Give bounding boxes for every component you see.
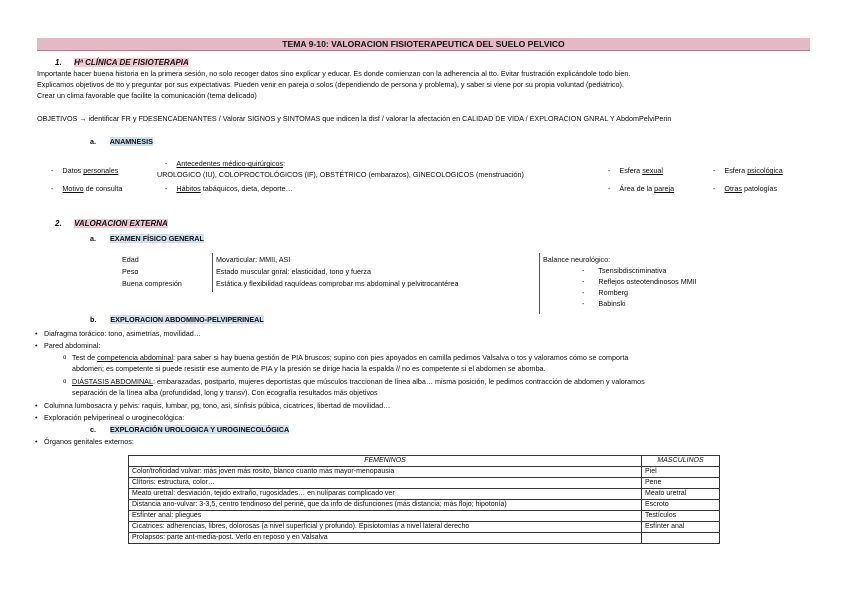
test-competencia-line-1: o Test de competencia abdominal: para saber si hay buena gestión de PIA bruscos; supino con pies apoyados en camilla pedimos Valsalva o tos y valoramos cómo se comporta xyxy=(72,353,628,363)
section-2-title: VALORACION EXTERNA xyxy=(74,219,168,228)
anamnesis-habitos: - Hábitos tabáquicos, dieta, deporte… xyxy=(165,184,293,193)
table-row xyxy=(129,522,720,533)
pared-abdominal-item: • Pared abdominal: xyxy=(44,341,100,351)
urologica-title: EXPLORACIÓN UROLOGICA Y UROGINECOLÓGICA xyxy=(110,425,290,434)
balance-heading: Balance neurológico: xyxy=(543,255,611,264)
table-row xyxy=(129,467,720,478)
section-2-number: 2. xyxy=(55,219,62,228)
diastasis-line-1: o DIÁSTASIS ABDOMINAL: embarazadas, postparto, mujeres deportistas que músculos traccionan de línea alba… misma posición, le pedimos contracción de abdomen y valoramos xyxy=(72,377,645,387)
examen-divider-2 xyxy=(539,253,540,314)
columna-item: • Columna lumbosacra y pelvis: raquis, lumbar, pg, tono, asi, sínfisis púbica, cicatrices, libertad de movilidad… xyxy=(44,401,390,411)
anamnesis-motivo-consulta: - Motivo de consulta xyxy=(51,184,123,193)
anamnesis-datos-personales: - Datos personales xyxy=(51,166,119,175)
table-row xyxy=(129,478,720,489)
table-cell-femenino: Cicatrices: adherencias, libres, dolorosas (a nivel superficial y profundo). Episiotomías a nivel lateral derecho xyxy=(129,522,642,533)
examen-label-edad: Edad xyxy=(122,255,139,264)
examen-label-compresion: Buena compresión xyxy=(122,279,182,288)
section-1-heading xyxy=(55,58,189,67)
intro-line-1: Importante hacer buena historia en la primera sesión, no solo recoger datos sino explicar y educar. Es donde comienzan con la adherencia al tto. Evitar frustración explicándole todo bien. xyxy=(37,69,631,78)
table-cell-femenino: Prolapsos: parte ant-media-post. Verlo en reposo y en Valsalva xyxy=(129,533,642,544)
anamnesis-esfera-sexual: - Esfera sexual xyxy=(608,166,663,175)
genital-table xyxy=(128,455,720,544)
table-cell-femenino: Meato uretral: desviación, tejido extraño, rugosidades… en nulíparas complicado ver xyxy=(129,489,642,500)
section-1-title: Hª CLÍNICA DE FISIOTERAPIA xyxy=(74,58,189,67)
table-cell-masculino: Escroto xyxy=(642,500,720,511)
test-competencia-line-2: abdomen; es competente si puede resistir ese aumento de PIA y la presión se dirige hacia la espalda // no es competente si el abdomen se abomba. xyxy=(72,364,546,373)
examen-mov-articular: Movarticular: MMII, ASI xyxy=(216,255,291,264)
examen-label-peso: Peso xyxy=(122,267,139,276)
exploracion-title: EXPLORACION ABDOMINO-PELVIPERINEAL xyxy=(110,315,264,324)
anamnesis-esfera-psicologica: - Esfera psicológica xyxy=(713,166,783,175)
table-cell-femenino: Color/troficidad vulvar: más joven más rosito, blanco cuanto más mayor-menopausia xyxy=(129,467,642,478)
table-header-masculinos: MASCULINOS xyxy=(642,456,720,467)
urologica-heading xyxy=(90,425,289,434)
balance-item-4: - Babinski xyxy=(582,299,626,308)
examen-estado-muscular: Estado muscular gnral: elasticidad, tono y fuerza xyxy=(216,267,372,276)
anamnesis-area-pareja: - Área de la pareja xyxy=(608,184,675,193)
diafragma-item: • Diafragma torácico: tono, asimetrías, movilidad… xyxy=(44,329,201,339)
section-1-number: 1. xyxy=(55,58,62,67)
diastasis-line-2: separación de la línea alba (profundidad, long y transv). Con ecografía resultados más objetivos xyxy=(72,388,378,397)
anamnesis-otras-patologias: - Otras patologías xyxy=(713,184,778,193)
table-cell-masculino: Pene xyxy=(642,478,720,489)
table-row xyxy=(129,489,720,500)
table-row xyxy=(129,500,720,511)
anamnesis-letter: a. xyxy=(90,137,96,146)
table-cell-masculino xyxy=(642,533,720,544)
exploracion-letter: b. xyxy=(90,315,97,324)
examen-estatica: Estática y flexibilidad raquídeas comprobar ms abdominal y pelvitrocantérea xyxy=(216,279,459,288)
table-header-row xyxy=(129,456,720,467)
table-cell-femenino: Distancia ano-vulvar: 3-3,5, centro tendinoso del periné, que da info de disfunciones (más distancia; más flojo; hipotonía) xyxy=(129,500,642,511)
table-cell-masculino: Testículos xyxy=(642,511,720,522)
examen-letter: a. xyxy=(90,234,96,243)
section-2-heading xyxy=(55,219,168,228)
table-row xyxy=(129,511,720,522)
intro-line-3: Crear un clima favorable que facilite la comunicación (tema delicado) xyxy=(37,91,257,100)
table-cell-femenino: Esfínter anal: pliegues xyxy=(129,511,642,522)
organos-item: • Órganos genitales externos: xyxy=(44,437,134,447)
exploracion-heading xyxy=(90,315,264,324)
anamnesis-heading xyxy=(90,137,153,146)
table-cell-masculino: Piel xyxy=(642,467,720,478)
objectives-line: OBJETIVOS → identificar FR y FDESENCADENANTES / Valorar SIGNOS y SINTOMAS que indicen la disf / valorar la afectación en CALIDAD DE VIDA / EXPLORACION GNRAL Y AbdomPelviPerin xyxy=(37,114,672,123)
urologica-letter: c. xyxy=(90,425,96,434)
page-title: TEMA 9-10: VALORACION FISIOTERAPEUTICA DEL SUELO PELVICO xyxy=(37,38,810,51)
intro-line-2: Explicamos objetivos de tto y preguntar por sus expectativas. Pueden venir en pareja o solos (dependiendo de persona y problema), y saber si viene por su propia voluntad (pediátrico). xyxy=(37,80,624,89)
balance-item-2: - Reflejos osteotendinosos MMII xyxy=(582,277,697,286)
examen-divider-1 xyxy=(212,253,213,292)
anamnesis-antecedentes: - Antecedentes médico-quirúrgicos: xyxy=(165,159,286,168)
examen-heading xyxy=(90,234,204,243)
table-cell-masculino: Meato uretral xyxy=(642,489,720,500)
table-row xyxy=(129,533,720,544)
anamnesis-title: ANAMNESIS xyxy=(109,137,153,146)
examen-title: EXAMEN FÍSICO GENERAL xyxy=(110,234,204,243)
balance-item-3: - Romberg xyxy=(582,288,628,297)
table-cell-femenino: Clítoris: estructura, color… xyxy=(129,478,642,489)
pelviperineal-item: • Exploración pelviperineal o uroginecológica: xyxy=(44,413,184,423)
table-header-femeninos: FEMENINOS xyxy=(129,456,642,467)
balance-item-1: - Tsensibdiscriminativa xyxy=(582,266,667,275)
table-cell-masculino: Esfínter anal xyxy=(642,522,720,533)
anamnesis-antecedentes-list: UROLOGICO (IU), COLOPROCTOLÓGICOS (IF), OBSTÉTRICO (embarazos), GINECOLOGICOS (menstruación) xyxy=(157,170,524,179)
